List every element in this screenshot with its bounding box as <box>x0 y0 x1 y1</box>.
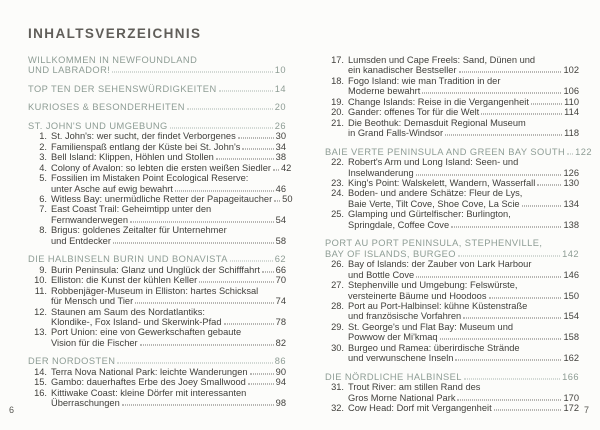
toc-page-number: 134 <box>563 198 579 209</box>
toc-item-number: 3. <box>39 152 47 163</box>
toc-item <box>28 162 292 173</box>
toc-item-number: 11. <box>34 285 47 296</box>
toc-entry-text: für Mensch und Tier <box>51 296 134 307</box>
toc-heading <box>325 372 579 382</box>
toc-page-number: 102 <box>563 65 579 76</box>
toc-item <box>325 403 579 413</box>
toc-item-number: 7. <box>39 204 47 215</box>
toc-page-number: 58 <box>275 235 286 246</box>
toc-left-page <box>28 55 293 409</box>
toc-entry-text: und Entdecker <box>51 235 111 246</box>
toc-heading <box>28 55 286 76</box>
dot-leader <box>112 72 272 73</box>
toc-page-number: 54 <box>275 214 286 225</box>
dot-leader <box>489 297 562 298</box>
toc-item <box>28 204 286 225</box>
toc-entry-text: Change Islands: Reise in die Vergangenheit <box>348 96 529 107</box>
toc-page-number: 94 <box>275 377 286 388</box>
toc-item <box>325 382 579 403</box>
toc-page-number: 158 <box>563 332 579 343</box>
toc-page-number: 130 <box>563 177 579 188</box>
toc-item <box>325 188 579 209</box>
toc-entry-text: Port Union: eine von Gewerkschaften gebaute <box>51 327 242 338</box>
toc-page-number: 82 <box>275 337 286 348</box>
toc-entry-text: unter Asche auf ewig bewahrt <box>51 183 173 194</box>
page-title: INHALTSVERZEICHNIS <box>28 26 202 42</box>
toc-page-number: 10 <box>274 65 286 76</box>
toc-item-number: 31. <box>331 382 344 393</box>
toc-entry-text: Lumsden und Cape Freels: Sand, Dünen und <box>348 55 536 65</box>
dot-leader <box>113 242 274 243</box>
toc-item-number: 32. <box>331 403 344 414</box>
toc-page-number: 126 <box>563 167 579 178</box>
toc-entry-text: Klondike-, Fox Island- und Skerwink-Pfad <box>51 316 222 327</box>
dot-leader <box>463 318 561 319</box>
toc-entry-text: Cow Head: Dorf mit Vergangenheit <box>348 403 492 414</box>
toc-item <box>28 388 286 409</box>
dot-leader <box>242 148 273 149</box>
toc-heading <box>28 84 286 94</box>
toc-item <box>28 142 286 152</box>
toc-page-number: 78 <box>275 316 286 327</box>
toc-entry-text: UND LABRADOR! <box>28 65 111 76</box>
toc-entry-text: King's Point: Walskelett, Wandern, Wasserfall <box>348 177 536 188</box>
toc-heading <box>28 102 286 112</box>
toc-page-number: 70 <box>275 275 286 286</box>
toc-item <box>325 157 579 178</box>
toc-entry-text: Terra Nova National Park: leichte Wanderungen <box>51 366 248 377</box>
toc-item-number: 4. <box>39 162 47 173</box>
toc-item <box>325 178 579 188</box>
toc-item <box>28 131 286 141</box>
toc-entry-text: Gros Morne National Park <box>348 392 456 403</box>
toc-item <box>28 307 286 328</box>
toc-entry-text: Port au Port-Halbinsel: kühne Küstenstraße <box>348 300 528 311</box>
toc-entry-text: Bay of Islands: der Zauber von Lark Harbour <box>348 259 532 270</box>
dot-leader <box>175 190 274 191</box>
toc-item-number: 16. <box>34 387 47 398</box>
toc-item-number: 23. <box>331 177 344 188</box>
dot-leader <box>416 174 562 175</box>
toc-entry-text: Glamping und Gürtelfischer: Burlington, <box>348 209 511 220</box>
toc-entry-text: ein kanadischer Bestseller <box>348 65 457 76</box>
toc-item-number: 6. <box>39 193 47 204</box>
toc-page-number: 142 <box>562 248 579 259</box>
toc-item-number: 14. <box>34 366 47 377</box>
toc-heading <box>325 146 593 157</box>
toc-item <box>325 118 579 139</box>
dot-leader <box>445 135 562 136</box>
toc-item <box>28 225 286 246</box>
toc-page-number: 14 <box>274 83 286 94</box>
dot-leader <box>567 153 573 154</box>
dot-leader <box>451 226 561 227</box>
toc-entry-text: Boden- und andere Schätze: Fleur de Lys, <box>348 188 523 199</box>
toc-item-number: 27. <box>331 280 344 291</box>
toc-item-number: 9. <box>39 264 47 275</box>
toc-entry-text: Burin Peninsula: Glanz und Unglück der Schifffahrt <box>51 264 260 275</box>
toc-entry-text: Colony of Avalon: so lebten die ersten weißen Siedler <box>51 162 271 173</box>
toc-entry-text: Gander: offenes Tor für die Welt <box>348 107 480 118</box>
dot-leader <box>219 90 273 91</box>
toc-entry-text: Vision für die Fischer <box>51 337 138 348</box>
toc-page-number: 74 <box>275 296 286 307</box>
toc-entry-text: Überraschungen <box>51 398 120 409</box>
dot-leader <box>422 93 561 94</box>
toc-page-number: 30 <box>275 131 286 142</box>
toc-item <box>325 55 579 76</box>
toc-entry-text: Robbenjäger-Museum in Elliston: hartes Schicksal <box>51 285 259 296</box>
toc-item <box>28 327 286 348</box>
toc-entry-text: St. George's und Flat Bay: Museum und <box>348 321 514 332</box>
dot-leader <box>464 378 560 379</box>
toc-entry-text: Baie Verte, Tilt Cove, Shoe Cove, La Scie <box>348 198 520 209</box>
toc-page-number: 26 <box>274 120 286 131</box>
toc-entry-text: und französische Vorfahren <box>348 311 462 322</box>
toc-item <box>28 275 286 285</box>
toc-page-number: 166 <box>562 371 579 382</box>
toc-page-number: 38 <box>275 152 286 163</box>
toc-item-number: 17. <box>331 55 344 65</box>
dot-leader <box>216 159 274 160</box>
toc-page-number: 98 <box>275 398 286 409</box>
dot-leader <box>457 399 561 400</box>
toc-item-number: 25. <box>331 209 344 220</box>
dot-leader <box>250 373 274 374</box>
toc-entry-text: Witless Bay: unermüdliche Retter der Papageitaucher <box>51 193 273 204</box>
dot-leader <box>416 276 561 277</box>
toc-entry-text: WILLKOMMEN IN NEWFOUNDLAND <box>28 55 198 65</box>
toc-item-number: 29. <box>331 321 344 332</box>
dot-leader <box>140 344 274 345</box>
toc-page-number: 106 <box>563 86 579 97</box>
toc-item-number: 26. <box>331 259 344 270</box>
toc-entry-text: Moderne bewahrt <box>348 86 421 97</box>
toc-entry-text: und Bottle Cove <box>348 269 415 280</box>
toc-page-number: 118 <box>564 128 579 139</box>
toc-item-number: 22. <box>331 157 344 168</box>
toc-item <box>325 209 579 230</box>
toc-entry-text: Gambo: dauerhaftes Erbe des Joey Smallwood <box>51 377 246 388</box>
toc-item-number: 30. <box>331 342 344 353</box>
toc-entry-text: TOP TEN DER SEHENSWÜRDIGKEITEN <box>28 83 217 94</box>
dot-leader <box>494 410 562 411</box>
toc-entry-text: versteinerte Bäume und Hoodoos <box>348 290 487 301</box>
toc-page-number: 138 <box>563 219 579 230</box>
toc-entry-text: PORT AU PORT PENINSULA, STEPHENVILLE, <box>325 238 543 249</box>
toc-entry-text: Powwow der Mi'kmaq <box>348 332 438 343</box>
toc-entry-text: ST. JOHN'S UND UMGEBUNG <box>28 120 168 131</box>
toc-page-number: 162 <box>563 353 579 364</box>
toc-item <box>325 322 579 343</box>
toc-entry-text: Springdale, Coffee Cove <box>348 219 450 230</box>
dot-leader <box>459 72 562 73</box>
toc-page-number: 150 <box>563 290 579 301</box>
toc-item <box>28 173 286 194</box>
toc-item <box>325 107 579 117</box>
toc-entry-text: BAY OF ISLANDS, BURGEO <box>325 248 456 259</box>
dot-leader <box>481 114 562 115</box>
toc-page-number: 146 <box>563 269 579 280</box>
toc-page-number: 62 <box>274 254 286 265</box>
toc-heading <box>28 356 286 366</box>
toc-item-number: 15. <box>34 377 47 388</box>
dot-leader <box>187 109 273 110</box>
dot-leader <box>170 127 273 128</box>
dot-leader <box>224 323 274 324</box>
toc-page-number: 20 <box>274 102 286 113</box>
toc-item <box>325 97 579 107</box>
toc-item-number: 18. <box>331 75 344 86</box>
folio-right: 7 <box>583 405 589 415</box>
dot-leader <box>122 405 274 406</box>
toc-entry-text: Fogo Island: wie man Tradition in der <box>348 75 501 86</box>
toc-item <box>28 152 286 162</box>
toc-item-number: 1. <box>39 131 47 142</box>
toc-entry-text: in Grand Falls-Windsor <box>348 128 444 139</box>
dot-leader <box>458 255 560 256</box>
toc-item <box>28 193 293 204</box>
toc-item <box>325 259 579 280</box>
toc-item <box>325 301 579 322</box>
toc-page-number: 154 <box>563 311 579 322</box>
toc-page-number: 50 <box>282 193 293 204</box>
toc-page-number: 114 <box>564 107 579 118</box>
toc-entry-text: DIE HALBINSELN BURIN UND BONAVISTA <box>28 254 228 265</box>
toc-item-number: 12. <box>34 306 47 317</box>
toc-item <box>325 343 579 364</box>
toc-entry-text: Staunen am Saum des Nordatlantiks: <box>51 306 205 317</box>
toc-entry-text: Bell Island: Klippen, Höhlen und Stollen <box>51 152 214 163</box>
toc-item <box>28 286 286 307</box>
toc-page-number: 122 <box>575 146 593 157</box>
toc-entry-text: St. John's: wer sucht, der findet Verborgenes <box>51 131 236 142</box>
toc-entry-text: Die Beothuk: Demasduit Regional Museum <box>348 117 526 128</box>
toc-entry-text: Fossilien im Mistaken Point Ecological Reserve: <box>51 173 249 184</box>
toc-item <box>325 280 579 301</box>
toc-page-number: 90 <box>275 366 286 377</box>
dot-leader <box>248 384 274 385</box>
toc-item-number: 5. <box>39 173 47 184</box>
toc-right-page <box>325 55 593 414</box>
dot-leader <box>274 200 280 201</box>
dot-leader <box>117 363 272 364</box>
toc-heading <box>28 254 286 264</box>
toc-entry-text: Burgeo und Ramea: überirdische Strände <box>348 342 520 353</box>
dot-leader <box>531 103 562 104</box>
toc-entry-text: DER NORDOSTEN <box>28 356 116 367</box>
toc-page-number: 86 <box>274 356 286 367</box>
toc-entry-text: Inselwanderung <box>348 167 414 178</box>
toc-page-number: 46 <box>275 183 286 194</box>
toc-entry-text: und verwunschene Inseln <box>348 353 454 364</box>
toc-page-number: 170 <box>563 392 579 403</box>
toc-entry-text: Familienspaß entlang der Küste bei St. John's <box>51 141 241 152</box>
toc-entry-text: DIE NÖRDLICHE HALBINSEL <box>325 371 462 382</box>
toc-entry-text: Stephenville und Umgebung: Felswürste, <box>348 280 518 291</box>
toc-entry-text: Trout River: am stillen Rand des <box>348 382 481 393</box>
dot-leader <box>135 303 273 304</box>
toc-item-number: 21. <box>331 117 344 128</box>
dot-leader <box>455 360 561 361</box>
toc-item <box>28 367 286 377</box>
toc-entry-text: Robert's Arm und Long Island: Seen- und <box>348 157 519 168</box>
toc-heading <box>28 121 286 131</box>
toc-item-number: 28. <box>331 300 344 311</box>
toc-item-number: 8. <box>39 225 47 236</box>
toc-page-number: 42 <box>281 162 292 173</box>
dot-leader <box>262 271 274 272</box>
toc-item-number: 20. <box>331 107 344 118</box>
toc-entry-text: Kittiwake Coast: kleine Dörfer mit interessanten <box>51 387 247 398</box>
toc-item <box>28 377 286 387</box>
toc-item-number: 10. <box>34 275 47 286</box>
toc-item <box>325 76 579 97</box>
dot-leader <box>522 205 562 206</box>
toc-page-number: 172 <box>563 403 579 414</box>
dot-leader <box>130 221 274 222</box>
dot-leader <box>230 261 273 262</box>
toc-entry-text: BAIE VERTE PENINSULA AND GREEN BAY SOUTH <box>325 146 566 157</box>
toc-item-number: 13. <box>34 327 47 338</box>
dot-leader <box>440 339 562 340</box>
toc-page-number: 110 <box>564 96 579 107</box>
dot-leader <box>238 138 274 139</box>
dot-leader <box>199 282 273 283</box>
dot-leader <box>273 169 279 170</box>
dot-leader <box>537 184 561 185</box>
toc-page-number: 34 <box>275 141 286 152</box>
toc-item-number: 2. <box>39 141 47 152</box>
toc-entry-text: East Coast Trail: Geheimtipp unter den <box>51 204 212 215</box>
toc-item-number: 19. <box>331 96 344 107</box>
toc-entry-text: Brigus: goldenes Zeitalter für Unternehmer <box>51 225 227 236</box>
toc-entry-text: Elliston: die Kunst der kühlen Keller <box>51 275 198 286</box>
folio-left: 6 <box>9 405 15 415</box>
toc-entry-text: KURIOSES & BESONDERHEITEN <box>28 102 185 113</box>
toc-heading <box>325 238 579 259</box>
toc-entry-text: Fernwanderwegen <box>51 214 129 225</box>
toc-page-number: 66 <box>275 264 286 275</box>
toc-item <box>28 265 286 275</box>
toc-item-number: 24. <box>331 188 344 199</box>
